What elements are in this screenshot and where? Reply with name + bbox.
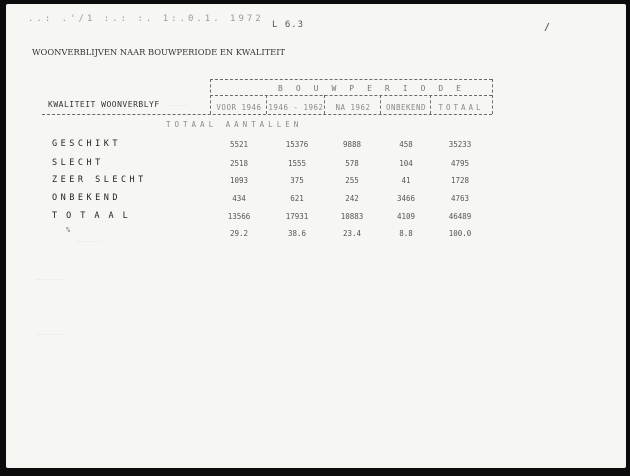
column-divider [492,79,493,114]
column-divider [430,95,431,114]
table-cell: 4109 [396,212,416,221]
document-page [6,4,626,468]
corner-mark: / [544,22,551,33]
table-top-rule [210,79,492,80]
table-subtitle: TOTAAL AANTALLEN [166,120,303,129]
table-number: L 6.3 [272,20,305,30]
header-bottom-rule [42,114,492,115]
column-divider [324,95,325,114]
bleed-through-text: ........... [76,236,101,244]
table-cell: 23.4 [342,229,362,238]
header-reference-line: ..: .'/1 :.: :. 1:.0.1. 1972 [28,14,264,24]
table-cell: 29.2 [229,229,249,238]
table-cell: 46489 [448,212,472,221]
bleed-through-text: .............. [36,274,68,282]
row-label: SLECHT [52,158,104,168]
bleed-through-text: .............. [36,329,68,337]
column-header-voor-1946: VOOR 1946 [216,103,262,112]
table-cell: 621 [290,194,304,203]
table-cell: 17931 [285,212,309,221]
table-cell: 4763 [450,194,470,203]
table-cell: 242 [345,194,359,203]
table-cell: 3466 [396,194,416,203]
table-cell: 2518 [229,159,249,168]
period-header: BOUWPERIODE [278,84,474,93]
table-cell: 13566 [227,212,251,221]
table-cell: 434 [232,194,246,203]
column-divider [210,79,211,114]
table-cell: 1555 [287,159,307,168]
row-label: TOTAAL [52,211,137,221]
table-cell: 9888 [342,140,362,149]
column-header-na-1962: NA 1962 [335,103,371,112]
table-cell: 104 [399,159,413,168]
row-label: ZEER SLECHT [52,175,147,185]
table-cell: 10883 [340,212,364,221]
table-cell: 375 [290,176,304,185]
table-cell: 1093 [229,176,249,185]
row-header-label: KWALITEIT WOONVERBLYF [48,100,160,109]
table-cell: 38.6 [287,229,307,238]
column-header-1946-1962: 1946 - 1962 [268,103,324,112]
table-cell: 255 [345,176,359,185]
column-divider [266,95,267,114]
table-cell: 4795 [450,159,470,168]
bleed-through-text: .......... [166,100,189,108]
table-cell: 1728 [450,176,470,185]
page-title: WOONVERBLIJVEN NAAR BOUWPERIODE EN KWALITEIT [32,47,286,57]
period-rule [210,95,492,96]
column-divider [380,95,381,114]
table-cell: 15376 [285,140,309,149]
table-cell: 458 [399,140,413,149]
column-header-totaal: TOTAAL [438,103,484,112]
table-cell: 578 [345,159,359,168]
row-label: GESCHIKT [52,139,121,149]
row-label: % [66,226,74,234]
table-cell: 100.0 [448,229,472,238]
table-cell: 35233 [448,140,472,149]
column-header-onbekend: ONBEKEND [385,103,427,112]
table-cell: 41 [401,176,411,185]
row-label: ONBEKEND [52,193,121,203]
table-cell: 8.8 [399,229,413,238]
table-cell: 5521 [229,140,249,149]
